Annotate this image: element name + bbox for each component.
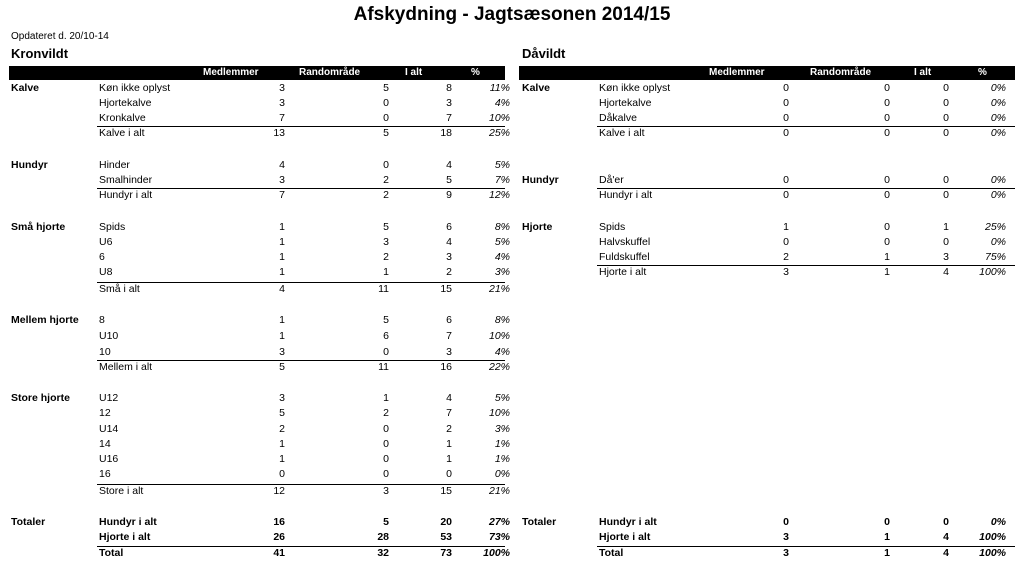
cell-randomraade: 5 [383,314,389,326]
subtotal-row [9,546,510,561]
cell-randomraade: 2 [383,251,389,263]
row-label: Kalve i alt [599,127,645,139]
table-row [519,173,1015,188]
row-label: 8 [99,314,105,326]
row-label: 14 [99,438,111,450]
page-title: Afskydning - Jagtsæsonen 2014/15 [353,4,671,25]
table-row [9,437,510,452]
cell-medlemmer: 2 [783,251,789,263]
cell-i-alt: 0 [943,236,949,248]
cell-medlemmer: 13 [273,127,285,139]
cell-medlemmer: 3 [279,82,285,94]
cell-i-alt: 15 [440,485,452,497]
row-label: U6 [99,236,113,248]
group-label: Totaler [522,516,557,528]
cell-medlemmer: 3 [279,392,285,404]
row-label: Smalhinder [99,174,153,186]
cell-randomraade: 0 [884,236,890,248]
cell-medlemmer: 1 [279,438,285,450]
cell-randomraade: 0 [383,438,389,450]
row-label: Hjortekalve [99,97,152,109]
table-row [519,96,1015,111]
cell-i-alt: 2 [446,266,452,278]
cell-medlemmer: 1 [279,266,285,278]
row-label: Mellem i alt [99,361,153,373]
cell-medlemmer: 0 [783,189,789,201]
cell-pct: 100% [483,547,510,559]
cell-i-alt: 0 [943,516,949,528]
cell-randomraade: 0 [884,97,890,109]
cell-randomraade: 0 [884,516,890,528]
cell-pct: 5% [494,392,510,404]
cell-i-alt: 7 [446,330,452,342]
cell-randomraade: 6 [383,330,389,342]
cell-pct: 0% [990,112,1006,124]
table-row [9,406,510,421]
cell-pct: 8% [494,314,510,326]
subtotal-row [9,360,510,375]
cell-i-alt: 2 [446,423,452,435]
subtotal-row [519,126,1015,141]
cell-i-alt: 3 [446,97,452,109]
col-header-pct: % [978,67,987,78]
cell-randomraade: 0 [383,423,389,435]
cell-randomraade: 1 [884,531,890,543]
row-label: 10 [99,346,111,358]
cell-pct: 0% [990,174,1006,186]
cell-randomraade: 5 [383,516,389,528]
col-header-randomraade: Randområde [299,67,361,78]
cell-pct: 0% [990,82,1006,94]
cell-medlemmer: 4 [279,283,285,295]
cell-pct: 5% [494,236,510,248]
cell-pct: 75% [984,251,1006,263]
cell-medlemmer: 1 [783,221,789,233]
cell-medlemmer: 12 [273,485,285,497]
cell-medlemmer: 1 [279,251,285,263]
table-row [519,530,1015,545]
table-row [9,452,510,467]
cell-randomraade: 0 [884,127,890,139]
cell-i-alt: 18 [440,127,452,139]
row-label: Halvskuffel [599,236,651,248]
cell-pct: 25% [984,221,1006,233]
cell-pct: 0% [990,97,1006,109]
cell-pct: 4% [494,97,510,109]
cell-randomraade: 5 [383,221,389,233]
row-label: Hundyr i alt [99,516,157,528]
row-label: U14 [99,423,119,435]
cell-medlemmer: 0 [783,82,789,94]
cell-randomraade: 0 [884,189,890,201]
cell-pct: 21% [488,283,510,295]
col-header-randomraade: Randområde [810,67,872,78]
cell-pct: 73% [488,531,510,543]
cell-i-alt: 0 [943,82,949,94]
cell-i-alt: 1 [943,221,949,233]
cell-i-alt: 5 [446,174,452,186]
cell-randomraade: 0 [884,221,890,233]
cell-medlemmer: 2 [279,423,285,435]
cell-pct: 10% [488,112,510,124]
table-row [9,173,510,188]
cell-i-alt: 0 [943,112,949,124]
cell-i-alt: 3 [943,251,949,263]
subtotal-divider [597,546,1015,547]
row-label: Då'er [599,174,624,186]
cell-i-alt: 0 [943,127,949,139]
cell-i-alt: 4 [943,547,949,559]
cell-randomraade: 11 [378,283,389,295]
cell-medlemmer: 3 [279,174,285,186]
subtotal-divider [597,126,1015,127]
header-bar-kronvildt [9,66,505,80]
cell-randomraade: 1 [884,547,890,559]
cell-pct: 4% [494,346,510,358]
row-label: Total [599,547,624,559]
cell-i-alt: 4 [446,236,452,248]
row-label: U10 [99,330,119,342]
section-title-kronvildt: Kronvildt [11,46,69,61]
group-label: Hundyr [522,174,559,186]
cell-medlemmer: 3 [783,547,789,559]
row-label: Små i alt [99,283,140,295]
table-row [519,111,1015,126]
table-row [519,250,1015,265]
cell-i-alt: 15 [440,283,452,295]
subtotal-divider [597,265,1015,266]
cell-medlemmer: 16 [273,516,285,528]
row-label: Spids [599,221,626,233]
cell-pct: 1% [494,453,510,465]
row-label: Dåkalve [599,112,637,124]
cell-i-alt: 0 [446,468,452,480]
cell-pct: 10% [488,407,510,419]
cell-randomraade: 0 [383,112,389,124]
cell-pct: 100% [979,266,1006,278]
row-label: U16 [99,453,119,465]
cell-pct: 5% [494,159,510,171]
table-row [9,467,510,482]
cell-randomraade: 1 [383,392,389,404]
cell-i-alt: 53 [440,531,452,543]
row-label: Hjorte i alt [599,531,651,543]
cell-pct: 7% [494,174,510,186]
table-row [9,345,510,360]
cell-medlemmer: 0 [783,127,789,139]
cell-medlemmer: 3 [783,266,789,278]
cell-medlemmer: 3 [783,531,789,543]
col-header-i-alt: I alt [405,67,423,78]
cell-pct: 22% [488,361,510,373]
cell-randomraade: 11 [378,361,389,373]
cell-pct: 21% [488,485,510,497]
cell-medlemmer: 1 [279,330,285,342]
row-label: Kalve i alt [99,127,145,139]
cell-pct: 0% [990,127,1006,139]
cell-i-alt: 3 [446,251,452,263]
cell-pct: 3% [494,423,510,435]
cell-randomraade: 32 [377,547,389,559]
cell-medlemmer: 0 [783,516,789,528]
cell-medlemmer: 1 [279,236,285,248]
cell-medlemmer: 3 [279,346,285,358]
row-label: 12 [99,407,111,419]
group-label: Kalve [11,82,40,94]
cell-pct: 0% [990,516,1006,528]
cell-randomraade: 0 [383,346,389,358]
row-label: Hinder [99,159,130,171]
table-row [9,515,510,530]
cell-pct: 100% [979,531,1006,543]
cell-randomraade: 0 [383,453,389,465]
cell-pct: 27% [488,516,510,528]
row-label: Hundyr i alt [599,189,653,201]
cell-randomraade: 1 [884,251,890,263]
table-row [9,265,510,280]
cell-i-alt: 1 [446,438,452,450]
cell-i-alt: 4 [943,531,949,543]
group-label: Små hjorte [11,221,66,233]
cell-i-alt: 7 [446,407,452,419]
cell-pct: 0% [990,236,1006,248]
row-label: U12 [99,392,119,404]
cell-randomraade: 0 [383,468,389,480]
group-label: Store hjorte [11,392,70,404]
cell-i-alt: 4 [943,266,949,278]
cell-medlemmer: 26 [273,531,285,543]
cell-randomraade: 0 [383,97,389,109]
cell-medlemmer: 0 [783,236,789,248]
cell-medlemmer: 0 [279,468,285,480]
cell-pct: 3% [494,266,510,278]
cell-randomraade: 0 [884,174,890,186]
table-row [9,81,510,96]
cell-randomraade: 1 [884,266,890,278]
cell-randomraade: 2 [383,407,389,419]
group-label: Hjorte [522,221,553,233]
row-label: 16 [99,468,111,480]
table-row [519,220,1015,235]
table-row [9,111,510,126]
cell-medlemmer: 1 [279,314,285,326]
subtotal-row [9,282,510,297]
col-header-medlemmer: Medlemmer [709,67,765,78]
cell-i-alt: 0 [943,97,949,109]
cell-i-alt: 4 [446,392,452,404]
subtotal-row [9,126,510,141]
subtotal-row [519,265,1015,280]
table-row [9,250,510,265]
cell-randomraade: 5 [383,82,389,94]
section-title-daavildt: Dåvildt [522,46,566,61]
cell-randomraade: 0 [884,82,890,94]
row-label: Store i alt [99,485,144,497]
cell-pct: 4% [494,251,510,263]
cell-pct: 1% [494,438,510,450]
col-header-pct: % [471,67,480,78]
cell-i-alt: 4 [446,159,452,171]
table-row [9,329,510,344]
cell-medlemmer: 41 [273,547,285,559]
cell-randomraade: 0 [383,159,389,171]
row-label: Køn ikke oplyst [99,82,171,94]
subtotal-row [519,188,1015,203]
cell-i-alt: 1 [446,453,452,465]
row-label: Hjortekalve [599,97,652,109]
row-label: 6 [99,251,105,263]
cell-pct: 10% [488,330,510,342]
table-row [9,96,510,111]
subtotal-row [519,546,1015,561]
cell-pct: 0% [494,468,510,480]
group-label: Mellem hjorte [11,314,79,326]
table-row [9,313,510,328]
cell-medlemmer: 5 [279,407,285,419]
cell-i-alt: 6 [446,314,452,326]
cell-pct: 25% [488,127,510,139]
row-label: Hundyr i alt [99,189,153,201]
row-label: Kronkalve [99,112,146,124]
table-row [9,530,510,545]
cell-medlemmer: 7 [279,112,285,124]
col-header-medlemmer: Medlemmer [203,67,259,78]
row-label: Hjorte i alt [99,531,151,543]
cell-randomraade: 3 [383,236,389,248]
cell-pct: 100% [979,547,1006,559]
cell-pct: 8% [494,221,510,233]
table-row [519,235,1015,250]
table-row [9,235,510,250]
cell-medlemmer: 0 [783,97,789,109]
group-label: Totaler [11,516,46,528]
table-row [9,220,510,235]
row-label: U8 [99,266,113,278]
cell-i-alt: 16 [440,361,452,373]
table-row [9,422,510,437]
subtotal-row [9,484,510,499]
cell-i-alt: 20 [440,516,452,528]
cell-pct: 0% [990,189,1006,201]
cell-medlemmer: 0 [783,112,789,124]
cell-i-alt: 0 [943,189,949,201]
table-row [519,81,1015,96]
cell-i-alt: 7 [446,112,452,124]
row-label: Hjorte i alt [599,266,647,278]
header-bar-daavildt [519,66,1015,80]
cell-pct: 12% [488,189,510,201]
cell-medlemmer: 7 [279,189,285,201]
cell-randomraade: 5 [383,127,389,139]
cell-randomraade: 28 [377,531,389,543]
subtotal-row [9,188,510,203]
cell-i-alt: 3 [446,346,452,358]
cell-randomraade: 0 [884,112,890,124]
group-label: Hundyr [11,159,48,171]
cell-medlemmer: 1 [279,221,285,233]
row-label: Spids [99,221,126,233]
cell-medlemmer: 3 [279,97,285,109]
cell-randomraade: 3 [383,485,389,497]
cell-medlemmer: 5 [279,361,285,373]
cell-randomraade: 1 [383,266,389,278]
row-label: Hundyr i alt [599,516,657,528]
table-row [9,391,510,406]
table-row [9,158,510,173]
cell-i-alt: 0 [943,174,949,186]
cell-i-alt: 8 [446,82,452,94]
cell-randomraade: 2 [383,174,389,186]
row-label: Fuldskuffel [599,251,650,263]
cell-medlemmer: 1 [279,453,285,465]
table-row [519,515,1015,530]
cell-i-alt: 9 [446,189,452,201]
subtotal-divider [597,188,1015,189]
cell-randomraade: 2 [383,189,389,201]
updated-date: Opdateret d. 20/10-14 [11,31,109,42]
cell-pct: 11% [489,82,510,94]
row-label: Total [99,547,124,559]
group-label: Kalve [522,82,551,94]
cell-i-alt: 73 [440,547,452,559]
cell-medlemmer: 4 [279,159,285,171]
cell-medlemmer: 0 [783,174,789,186]
col-header-i-alt: I alt [914,67,932,78]
row-label: Køn ikke oplyst [599,82,671,94]
cell-i-alt: 6 [446,221,452,233]
